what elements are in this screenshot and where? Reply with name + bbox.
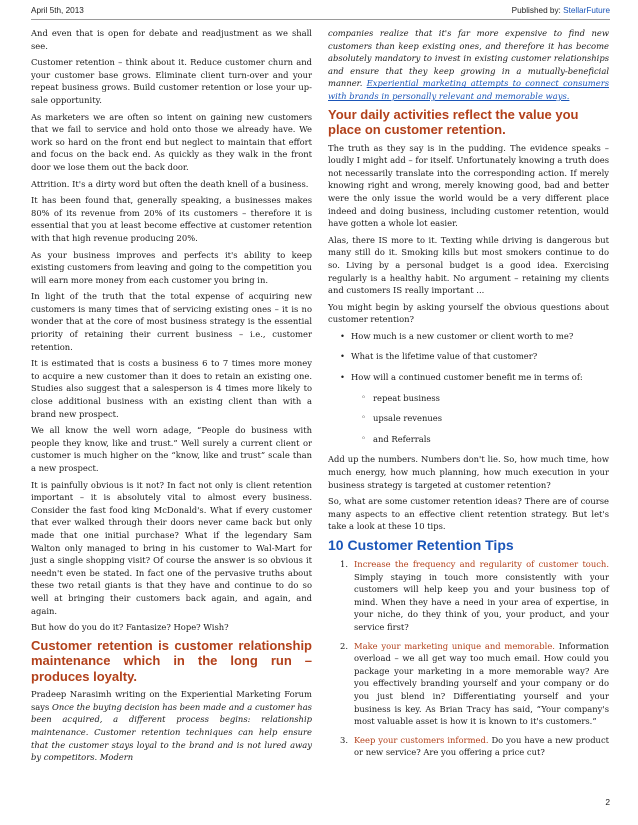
quote-text: Once the buying decision has been made and a customer has been acquired, a different process begins: relationship maintenance. Customer retention techniques can help ensure that the customer stays loyal to the brand and is not lured away by competitors. Modern (31, 701, 312, 763)
paragraph: So, what are some customer retention ideas? There are of course many aspects to an effective client retention strategy. But let's take a look at these 10 tips. (328, 496, 609, 532)
questions-list (328, 330, 609, 446)
tip-number: 2. (340, 640, 348, 651)
section-heading-relationship: Customer retention is customer relationship maintenance which in the long run – produces loyalty. (31, 637, 312, 684)
paragraph: We all know the well worn adage, “People do business with people they know, like and trust.” Well surely a current client or customer is much higher on the “know, like and trust” scale than a new prospect. (31, 425, 312, 473)
experiential-marketing-link[interactable]: Experiential marketing attempts to connect consumers with brands in personally relevant and memorable ways. (328, 78, 609, 101)
header-date: April 5th, 2013 (31, 6, 84, 15)
left-column (31, 27, 312, 768)
paragraph (31, 688, 312, 764)
paragraph: It is estimated that is costs a business 6 to 7 times more money to acquire a new customer than it does to retain an existing one. Studies also suggest that a salesperson is 4 times more likely to close additional business with an existing client than with a brand new prospect. (31, 358, 312, 419)
paragraph: It has been found that, generally speaking, a businesses makes 80% of its revenue from 20% of its customers – therefore it is essential that you at least become effective at customer retention with that high revenue producing 20%. (31, 195, 312, 243)
list-item: • What is the lifetime value of that customer? (351, 350, 609, 363)
tip-item (340, 640, 609, 728)
paragraph: You might begin by asking yourself the obvious questions about customer retention? (328, 301, 609, 325)
sub-list-item: ◦ and Referrals (373, 433, 609, 446)
paragraph: Attrition. It's a dirty word but often the death knell of a business. (31, 178, 309, 189)
page-number: 2 (605, 797, 610, 807)
section-heading-tips: 10 Customer Retention Tips (328, 537, 514, 553)
paragraph: In light of the truth that the total expense of acquiring new customers is many times that of servicing existing ones – it is no wonder that at the core of most business strategy is the essential priority of retaining their current business – i.e., customer retention. (31, 291, 312, 352)
list-item: • How much is a new customer or client worth to me? (351, 330, 609, 343)
paragraph: Alas, there IS more to it. Texting while driving is dangerous but many still do it. Smoking kills but most smokers continue to do so. Living by a personal budget is a good idea. Exercising regularly is a healthy habit. No argument – retaining my clients and customers IS really important ... (328, 234, 609, 296)
published-by-label: Published by: (511, 6, 561, 15)
header-rule (31, 19, 610, 20)
tip-title: Increase the frequency and regularity of customer touch. (354, 559, 609, 569)
page-header (31, 6, 610, 20)
tip-body: Information overload – we all get way too much email. How could you package your marketing in a more memorable way? Are you effectively branding yourself and your company or do you just blend in? Differentiating yourself and your business is key. As Brian Tracy has said, “Your company's most valuable asset is how it is known to it's customers.” (354, 640, 609, 727)
tip-title: Keep your customers informed. (354, 734, 489, 745)
tip-body: Do you have a new product or new service? Are you offering a price cut? (354, 734, 610, 758)
list-item (351, 371, 609, 445)
tip-number: 1. (340, 559, 348, 569)
tip-item (340, 734, 610, 759)
sub-list-item: ◦ upsale revenues (373, 412, 609, 425)
section-heading-daily-activities: Your daily activities reflect the value you place on customer retention. (328, 106, 579, 138)
paragraph: But how do you do it? Fantasize? Hope? Wish? (31, 622, 229, 633)
quote-intro: Pradeep Narasimh writing on the Experiential Marketing Forum says (31, 689, 312, 712)
quote-text: companies realize that it's far more expensive to find new customers than keep existing ones, and therefore it has become absolutely mandatory to invest in existing customer relationships and ensure that they keep growing in a mutually-beneficial manner. (328, 28, 609, 89)
sub-list-item: ◦ repeat business (373, 392, 609, 405)
paragraph: It is painfully obvious is it not? In fact not only is client retention important – it is absolutely vital to almost every business. Consider the fast food king McDonald's. What if every customer that ever walked through their doors never came back but only made that one initial purchase? What if the legendary Sam Walton only managed to bring in his customer to Wal-Mart for just a single shopping visit? Of course the answer is so obvious it needn't even be stated. In fact one of the pervasive truths about these two retail giants is that they have and continue to do so well at bringing their customers back again, and again, and again. (31, 479, 312, 616)
paragraph: As your business improves and perfects it's ability to keep existing customers from leaving and going to the competition you will earn more money from each customer you bring in. (31, 249, 312, 285)
list-item-text: How will a continued customer benefit me in terms of: (351, 372, 583, 383)
tips-list (328, 558, 609, 759)
tip-item (340, 558, 609, 634)
right-column (328, 27, 609, 765)
tip-number: 3. (340, 734, 348, 745)
paragraph: As marketers we are often so intent on gaining new customers that we fail to service and hold onto those we already have. We work so hard on the front end but neglect to maintain that effort and focus on the back end. As quickly as they walk in the front door we lose them out the back door. (31, 111, 312, 172)
quote-continuation (328, 27, 609, 103)
paragraph: Add up the numbers. Numbers don't lie. So, how much time, how much energy, how much planning, how much execution in your business strategy is targeted at customer retention? (328, 454, 609, 490)
paragraph: Customer retention – think about it. Reduce customer churn and your customer base grows. Eliminate client turn-over and your repeat business grows. Build customer retention or lose your up-sale opportunity. (31, 57, 312, 105)
benefits-sublist (351, 392, 609, 446)
tip-body: Simply staying in touch more consistently with your customers will help keep you and your business top of mind. When they have a need in your area of expertise, in your niche, do they think of you, your product, and your service first? (354, 571, 609, 632)
header-publisher (512, 6, 610, 15)
paragraph: The truth as they say is in the pudding. The evidence speaks – loudly I might add – for itself. Unfortunately knowing a truth does not necessarily translate into the corresponding action. If merely knowing right and wrong, merely knowing good, bad and better were the only issue the world would be a very different place indeed and doing business, including customer retention, would have gotten a whole lot easier. (328, 142, 609, 229)
paragraph: And even that is open for debate and readjustment as we shall see. (31, 28, 312, 51)
tip-title: Make your marketing unique and memorable. (354, 640, 555, 651)
publisher-link[interactable]: StellarFuture (563, 6, 610, 15)
